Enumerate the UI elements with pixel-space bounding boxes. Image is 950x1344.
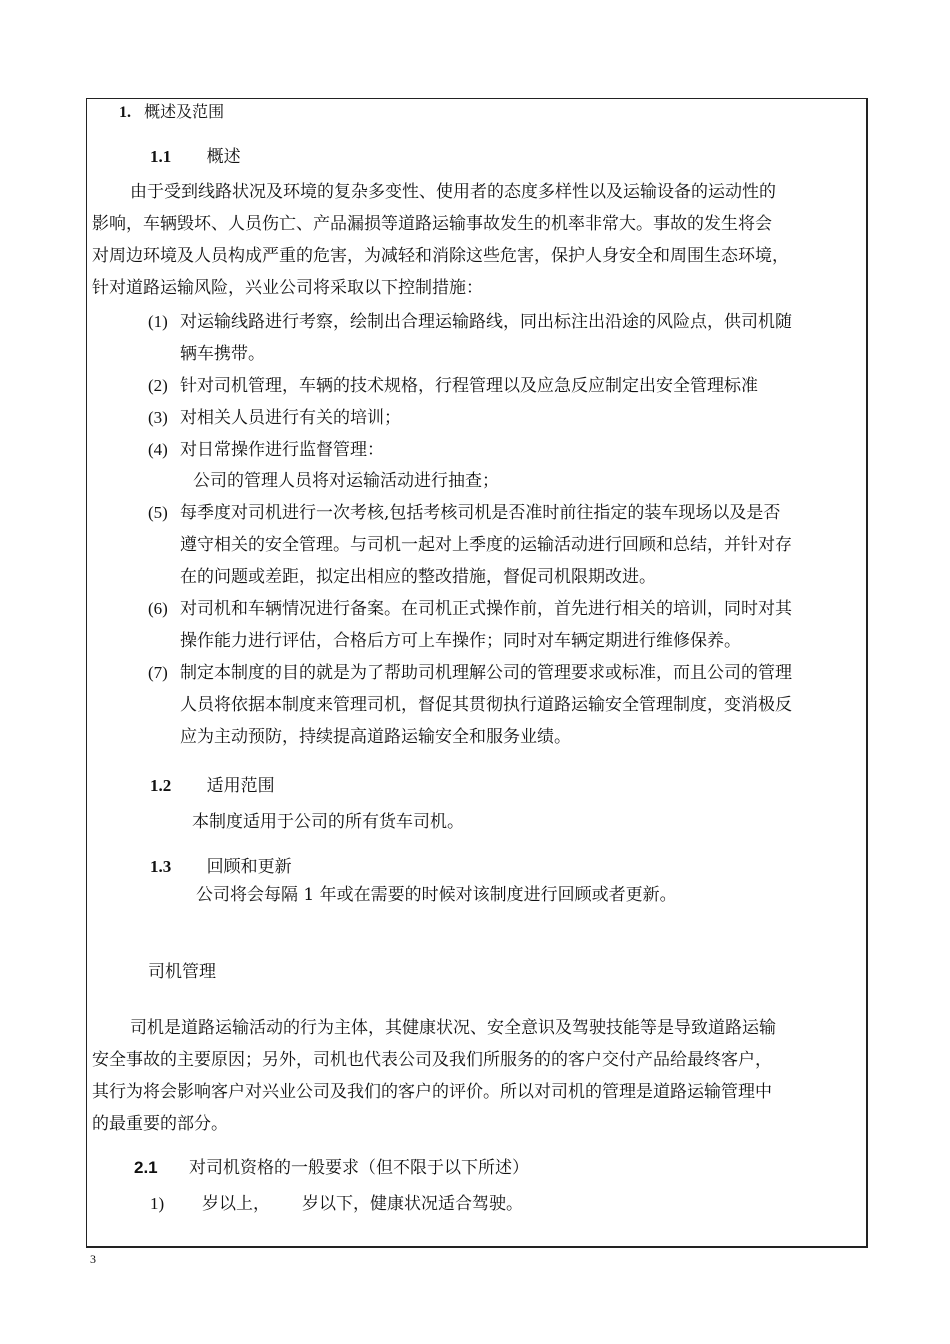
subsection-1-2-number: 1.2: [150, 776, 172, 795]
requirement-item-part1: 岁以上，: [202, 1194, 270, 1214]
subsection-1-2-heading: [150, 776, 275, 796]
subsection-2-1-heading: [134, 1158, 529, 1178]
subsection-1-3-heading: [150, 857, 292, 877]
list-item-line: 每季度对司机进行一次考核,包括考核司机是否准时前往指定的装车现场以及是否: [180, 503, 781, 523]
subsection-1-3-number: 1.3: [150, 857, 172, 876]
subsection-1-3-title: 回顾和更新: [206, 857, 292, 877]
list-item-line: 对相关人员进行有关的培训；: [180, 408, 401, 428]
list-item-label: (3): [148, 408, 168, 427]
subsection-1-1-heading: [150, 147, 241, 167]
list-item-line: 制定本制度的目的就是为了帮助司机理解公司的管理要求或标准，而且公司的管理: [180, 663, 792, 683]
subsection-1-2-text: 本制度适用于公司的所有货车司机。: [192, 812, 464, 832]
subsection-2-1-number: 2.1: [134, 1158, 158, 1177]
list-item-line: 公司的管理人员将对运输活动进行抽查；: [193, 471, 499, 491]
subsection-1-1-title: 概述: [206, 147, 241, 167]
list-item-label: (1): [148, 312, 168, 331]
section-2-intro-line: 的最重要的部分。: [92, 1114, 228, 1134]
intro-line: 由于受到线路状况及环境的复杂多变性、使用者的态度多样性以及运输设备的运动性的: [130, 182, 776, 202]
intro-line: 影响，车辆毁坏、人员伤亡、产品漏损等道路运输事故发生的机率非常大。事故的发生将会: [92, 214, 772, 234]
section-2-intro-line: 安全事故的主要原因；另外，司机也代表公司及我们所服务的的客户交付产品给最终客户，: [92, 1050, 772, 1070]
subsection-1-1-number: 1.1: [150, 147, 172, 166]
intro-line: 对周边环境及人员构成严重的危害，为减轻和消除这些危害，保护人身安全和周围生态环境，: [92, 246, 789, 266]
intro-line: 针对道路运输风险，兴业公司将采取以下控制措施：: [92, 278, 483, 298]
list-item-line: 对运输线路进行考察，绘制出合理运输路线，同出标注出沿途的风险点，供司机随: [180, 312, 792, 332]
section-1-number: 1.: [119, 104, 131, 121]
section-2-title: 司机管理: [148, 962, 216, 982]
requirement-item-part2: 岁以下，健康状况适合驾驶。: [302, 1194, 523, 1214]
list-item-line: 操作能力进行评估，合格后方可上车操作；同时对车辆定期进行维修保养。: [180, 631, 741, 651]
list-item-line: 应为主动预防，持续提高道路运输安全和服务业绩。: [180, 727, 571, 747]
list-item-label: (4): [148, 440, 168, 459]
requirement-item-label: 1): [150, 1194, 165, 1213]
list-item-line: 针对司机管理，车辆的技术规格，行程管理以及应急反应制定出安全管理标准: [180, 376, 758, 396]
subsection-2-1-title: 对司机资格的一般要求（但不限于以下所述）: [189, 1158, 530, 1178]
list-item-label: (6): [148, 599, 168, 618]
section-2-intro-line: 司机是道路运输活动的行为主体，其健康状况、安全意识及驾驶技能等是导致道路运输: [130, 1018, 776, 1038]
list-item-label: (7): [148, 663, 168, 682]
page-number: 3: [90, 1252, 96, 1266]
section-1-heading: [119, 102, 224, 123]
subsection-1-2-title: 适用范围: [206, 776, 275, 796]
list-item-line: 在的问题或差距，拟定出相应的整改措施，督促司机限期改进。: [180, 567, 656, 587]
subsection-1-3-text: 公司将会每隔 1 年或在需要的时候对该制度进行回顾或者更新。: [196, 885, 677, 905]
list-item-line: 遵守相关的安全管理。与司机一起对上季度的运输活动进行回顾和总结，并针对存: [180, 535, 792, 555]
section-1-title: 概述及范围: [144, 102, 225, 121]
list-item-line: 人员将依据本制度来管理司机，督促其贯彻执行道路运输安全管理制度，变消极反: [180, 695, 792, 715]
list-item-line: 对司机和车辆情况进行备案。在司机正式操作前，首先进行相关的培训，同时对其: [180, 599, 792, 619]
list-item-label: (5): [148, 503, 168, 522]
list-item-line: 辆车携带。: [180, 344, 265, 364]
list-item-label: (2): [148, 376, 168, 395]
list-item-line: 对日常操作进行监督管理：: [180, 440, 384, 460]
section-2-intro-line: 其行为将会影响客户对兴业公司及我们的客户的评价。所以对司机的管理是道路运输管理中: [92, 1082, 772, 1102]
